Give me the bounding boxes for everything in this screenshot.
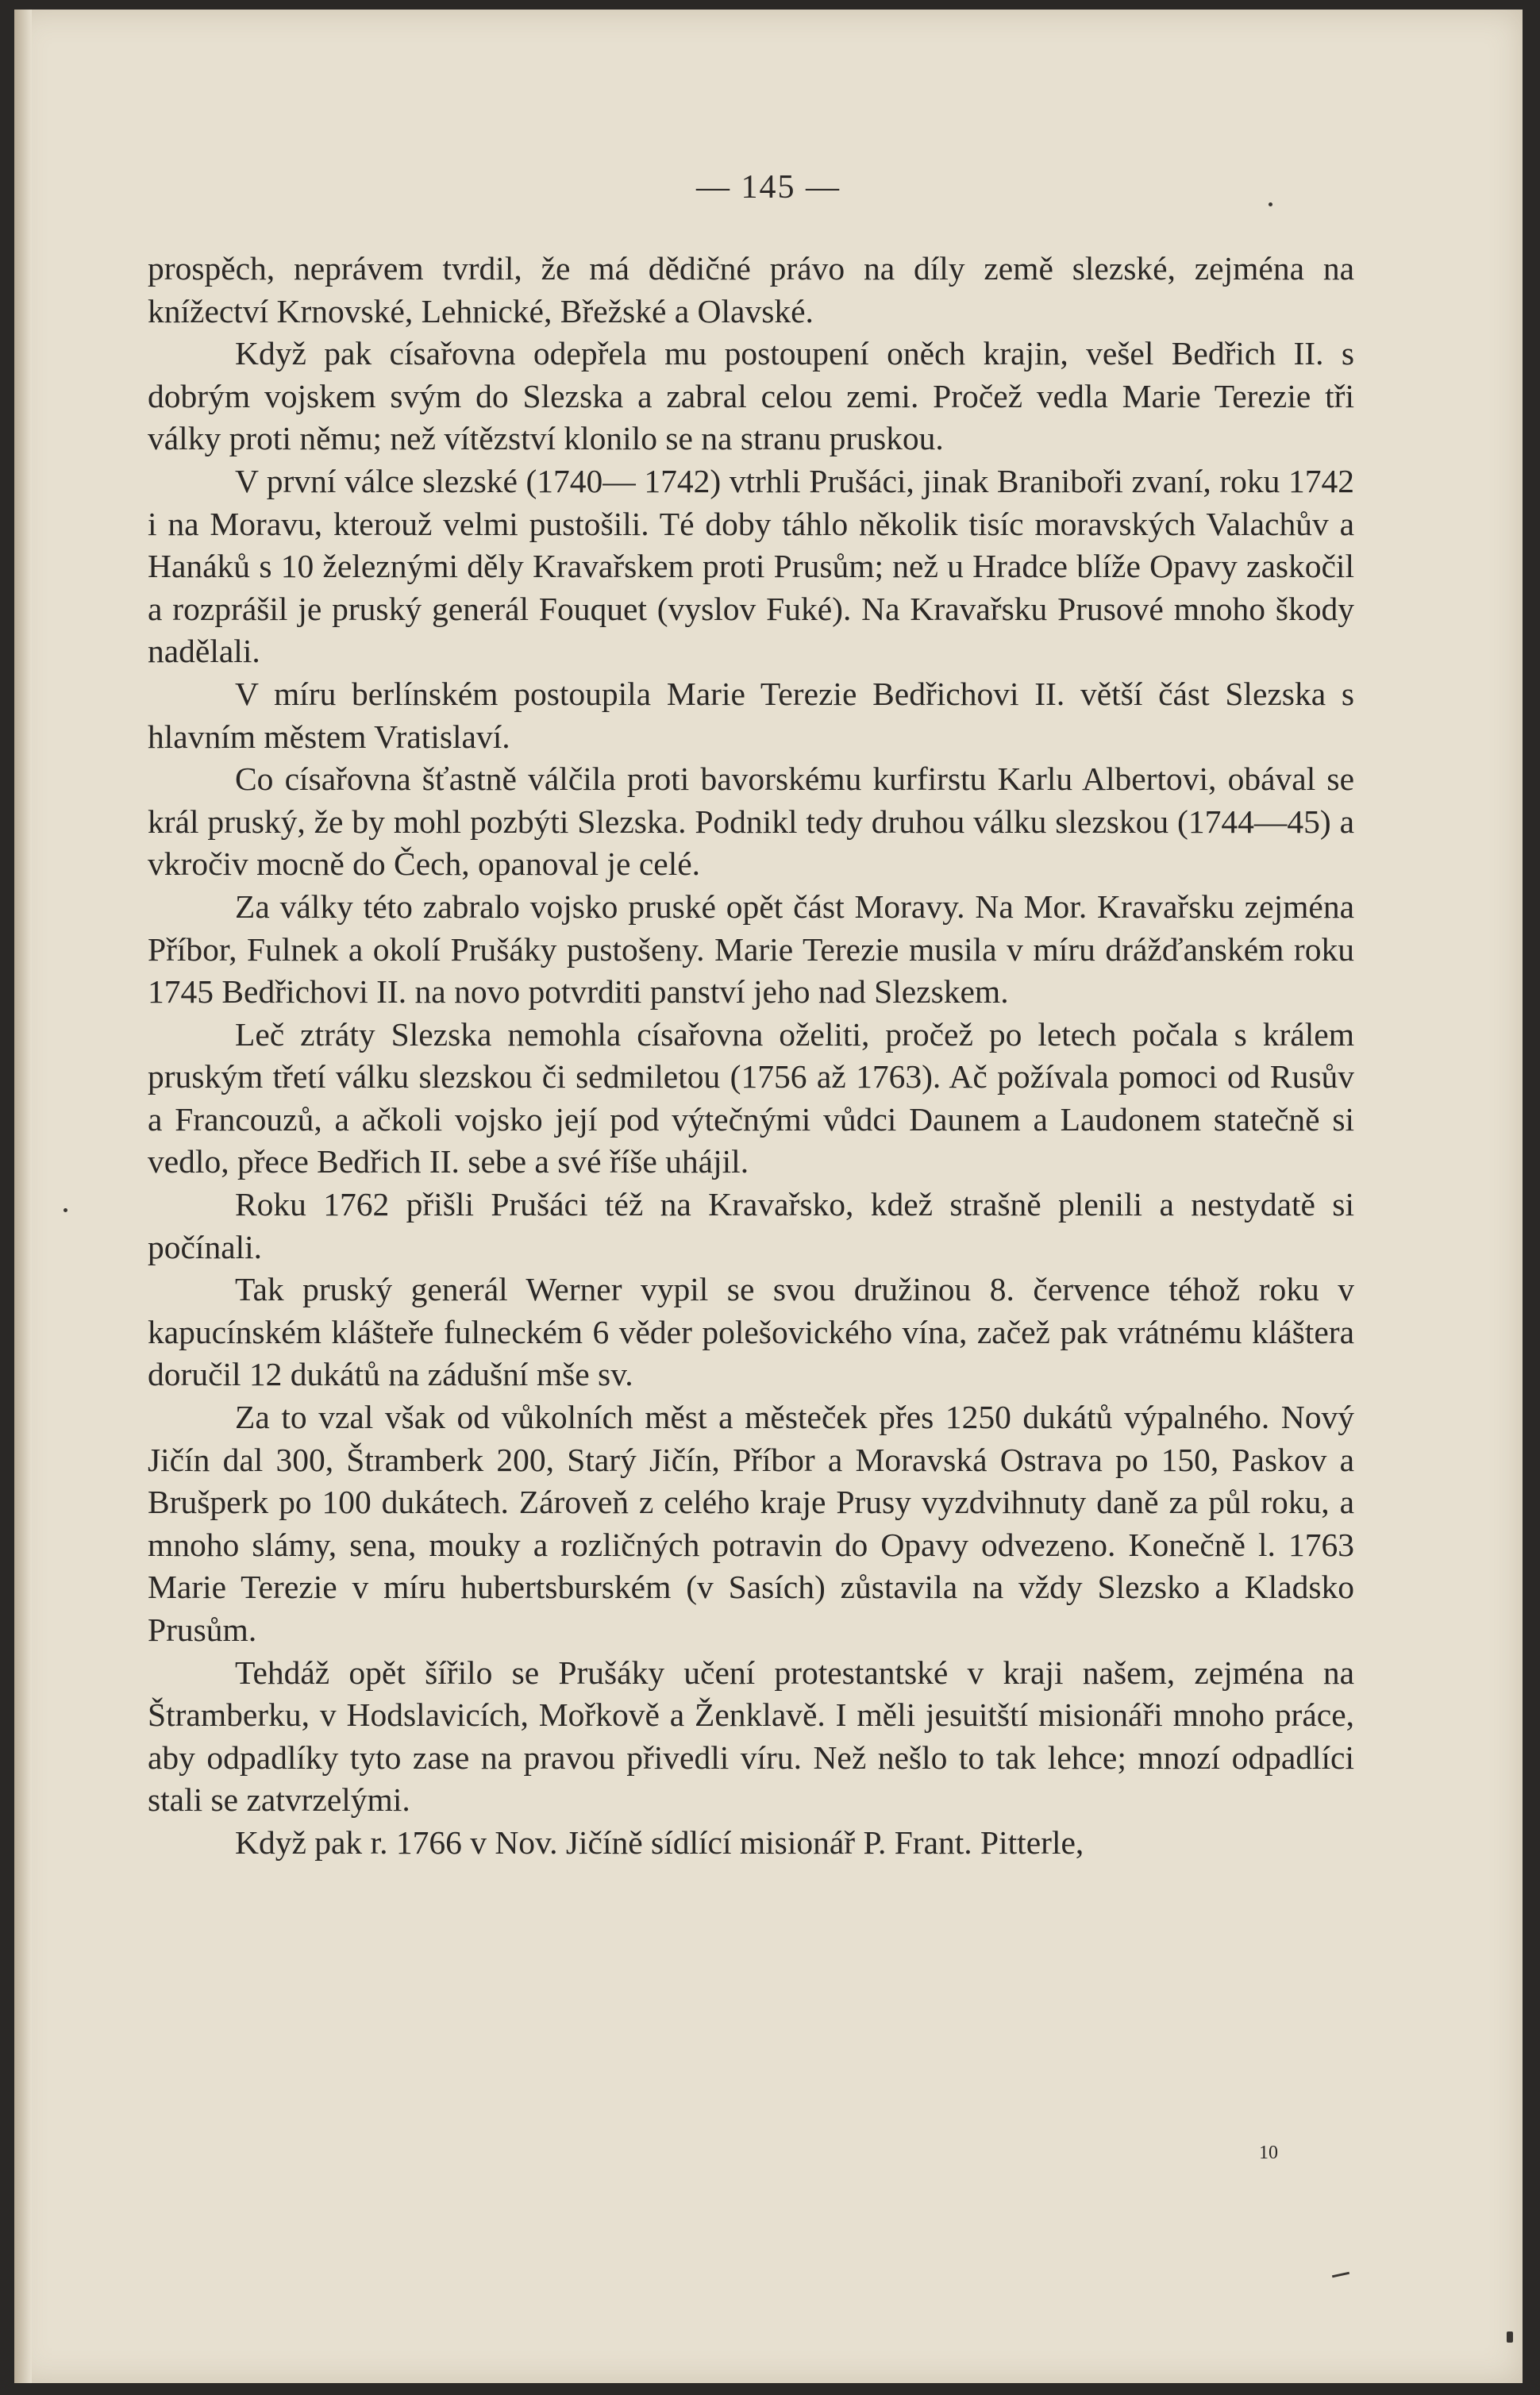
- paragraph: V první válce slezské (1740— 1742) vtrhli Prušáci, jinak Braniboři zvaní, roku 1742 i na Moravu, kterouž velmi pustošili. Té doby táhlo několik tisíc moravských Valachův a Hanáků s 10 železnými děly Kravařskem proti Prusům; než u Hradce blíže Opavy zaskočil a rozprášil je pruský generál Fouquet (vyslov Fuké). Na Kravařsku Prusové mnoho škody nadělali.: [148, 462, 1354, 670]
- book-page: [14, 10, 1523, 2383]
- paragraph: Leč ztráty Slezska nemohla císařovna oželiti, pročež po letech počala s králem pruským třetí válku slezskou či sedmiletou (1756 až 1763). Ač požívala pomoci od Rusův a Francouzů, a ačkoli vojsko její pod výtečnými vůdci Daunem a Laudonem statečně si vedlo, přece Bedřich II. sebe a své říše uhájil.: [148, 1015, 1354, 1180]
- paragraph: Když pak r. 1766 v Nov. Jičíně sídlící misionář P. Frant. Pitterle,: [235, 1823, 1084, 1861]
- paragraph: Za to vzal však od vůkolních měst a městeček přes 1250 dukátů výpalného. Nový Jičín dal 300, Štramberk 200, Starý Jičín, Příbor a Moravská Ostrava po 150, Paskov a Brušperk po 100 dukátech. Zároveň z celého kraje Prusy vyzdvihnuty daně za půl roku, a mnoho slámy, sena, mouky a rozličných potravin do Opavy odvezeno. Konečně l. 1763 Marie Terezie v míru hubertsburském (v Sasích) zůstavila na vždy Slezsko a Kladsko Prusům.: [148, 1399, 1354, 1648]
- paragraph: Co císařovna šťastně válčila proti bavorskému kurfirstu Karlu Albertovi, obával se král pruský, že by mohl pozbýti Slezska. Podnikl tedy druhou válku slezskou (1744—45) a vkročiv mocně do Čech, opanoval je celé.: [148, 760, 1354, 883]
- paragraph: Roku 1762 přišli Prušáci též na Kravařsko, kdež strašně plenili a nestydatě si počínali.: [148, 1186, 1354, 1265]
- page-number-header: — 145 —: [696, 169, 841, 206]
- ink-speck: [1507, 2331, 1513, 2343]
- paragraph: Tak pruský generál Werner vypil se svou družinou 8. července téhož roku v kapucínském klášteře fulneckém 6 věder polešovického vína, začež pak vrátnému kláštera doručil 12 dukátů na zádušní mše sv.: [148, 1271, 1354, 1393]
- paragraph: V míru berlínském postoupila Marie Terezie Bedřichovi II. větší část Slezska s hlavním městem Vratislaví.: [148, 675, 1354, 755]
- ink-speck: [1332, 2272, 1349, 2278]
- ink-speck: [64, 1208, 67, 1212]
- page-spine-shadow: [14, 10, 32, 2383]
- signature-mark: 10: [1259, 2143, 1278, 2163]
- paragraph: Za války této zabralo vojsko pruské opět část Moravy. Na Mor. Kravařsku zejména Příbor, Fulnek a okolí Prušáky pustošeny. Marie Terezie musila v míru drážďanském roku 1745 Bedřichovi II. na novo potvrditi panství jeho nad Slezskem.: [148, 888, 1354, 1011]
- paragraph: prospěch, neprávem tvrdil, že má dědičné právo na díly země slezské, zejména na knížectví Krnovské, Lehnické, Břežské a Olavské.: [148, 250, 1354, 329]
- paragraph: Když pak císařovna odepřela mu postoupení oněch krajin, vešel Bedřich II. s dobrým vojskem svým do Slezska a zabral celou zemi. Pročež vedla Marie Terezie tři války proti němu; než vítězství klonilo se na stranu pruskou.: [148, 335, 1354, 457]
- paragraph: Tehdáž opět šířilo se Prušáky učení protestantské v kraji našem, zejména na Štramberku, v Hodslavicích, Mořkově a Ženklavě. I měli jesuitští misionáři mnoho práce, aby odpadlíky tyto zase na pravou přivedli víru. Než nešlo to tak lehce; mnozí odpadlíci stali se zatvrzelými.: [148, 1654, 1354, 1819]
- body-text: [148, 248, 1354, 1865]
- ink-speck: [1269, 202, 1272, 206]
